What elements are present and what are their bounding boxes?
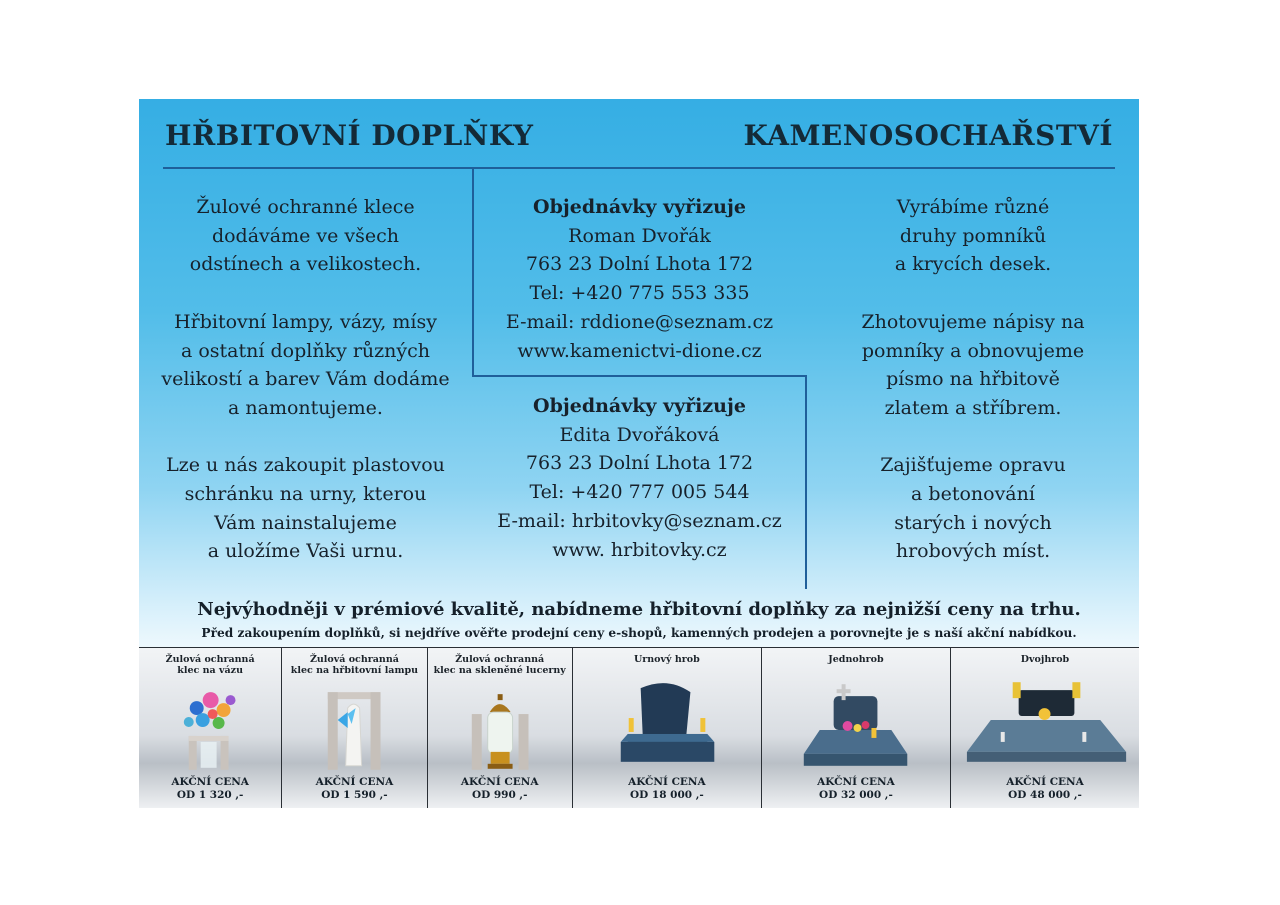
price-value: OD 48 000 ,- — [1008, 789, 1082, 801]
price-value: OD 1 590 ,- — [321, 789, 388, 801]
product-price — [139, 776, 281, 802]
contact-web: www. hrbitovky.cz — [552, 538, 727, 561]
text-line: odstínech a velikostech. — [189, 253, 422, 276]
product-single-grave — [761, 648, 950, 808]
text-line: druhy pomníků — [899, 224, 1047, 247]
text-line: starých i nových — [894, 511, 1052, 534]
accessories-description — [139, 193, 472, 566]
text-line: a betonování — [911, 483, 1035, 505]
price-value: OD 1 320 ,- — [176, 789, 244, 801]
text-line: Lze u nás zakoupit plastovou — [166, 454, 445, 477]
text-line: pomníky a obnovujeme — [861, 339, 1085, 362]
text-line: Vyrábíme různé — [896, 196, 1050, 218]
product-lamp-cage — [281, 648, 426, 808]
price-value: OD 990 ,- — [471, 789, 528, 801]
urn-grave-image — [573, 678, 761, 773]
product-name: Žulová ochranná klec na hřbitovní lampu — [290, 654, 419, 676]
contact-address: 763 23 Dolní Lhota 172 — [525, 253, 754, 276]
single-grave-image — [762, 678, 950, 773]
contact-email: E-mail: hrbitovky@seznam.cz — [497, 509, 782, 532]
text-line: Žulové ochranné klece — [196, 196, 415, 218]
price-value: OD 18 000 ,- — [629, 789, 704, 801]
product-strip — [139, 647, 1139, 808]
lamp-cage-image — [282, 678, 426, 773]
text-line: Hřbitovní lampy, vázy, mísy — [174, 310, 437, 333]
header-divider — [163, 167, 1115, 169]
double-grave-image — [951, 678, 1139, 773]
product-lantern-cage — [427, 648, 572, 808]
product-urn-grave — [572, 648, 761, 808]
product-price — [428, 776, 572, 802]
product-name: Žulová ochranná klec na skleněné lucerny — [433, 654, 566, 676]
text-line: Vám nainstalujeme — [214, 511, 397, 534]
text-line: a namontujeme. — [228, 396, 383, 419]
contact-heading: Objednávky vyřizuje — [533, 395, 746, 417]
price-label: AKČNÍ CENA — [315, 776, 394, 788]
contact-roman — [474, 193, 805, 365]
product-price — [282, 776, 426, 802]
product-price — [951, 776, 1139, 802]
slogan: Nejvýhodněji v prémiové kvalitě, nabídneme hřbitovní doplňky za nejnižší ceny na trhu. — [197, 599, 1081, 620]
product-name: Dvojhrob — [1020, 654, 1070, 665]
divider-horizontal-middle — [472, 375, 807, 377]
text-line: a krycích desek. — [894, 253, 1052, 276]
contact-edita — [474, 392, 805, 564]
text-line: Zajišťujeme opravu — [880, 454, 1066, 477]
subslogan: Před zakoupením doplňků, si nejdříve ověřte prodejní ceny e-shopů, kamenných prodejen a porovnejte je s naší akční nabídkou. — [201, 626, 1077, 640]
product-double-grave — [950, 648, 1139, 808]
product-name: Urnový hrob — [633, 654, 700, 665]
text-line: a uložíme Vaši urnu. — [207, 540, 404, 563]
contact-web: www.kamenictvi-dione.cz — [517, 339, 762, 362]
lantern-cage-image — [428, 678, 572, 773]
text-line: velikostí a barev Vám dodáme — [161, 368, 450, 391]
contact-address: 763 23 Dolní Lhota 172 — [525, 452, 754, 475]
product-price — [762, 776, 950, 802]
price-label: AKČNÍ CENA — [1006, 776, 1084, 788]
text-line: dodáváme ve všech — [211, 224, 400, 247]
vase-cage-image — [139, 678, 281, 773]
text-line: a ostatní doplňky různých — [180, 339, 431, 362]
text-line: hrobových míst. — [895, 540, 1051, 563]
price-label: AKČNÍ CENA — [171, 776, 249, 788]
price-value: OD 32 000 ,- — [819, 789, 893, 801]
text-line: schránku na urny, kterou — [184, 483, 427, 505]
contact-phone: Tel: +420 777 005 544 — [529, 481, 750, 504]
contact-email: E-mail: rddione@seznam.cz — [505, 310, 774, 333]
text-line: zlatem a stříbrem. — [884, 396, 1062, 419]
contact-name: Roman Dvořák — [568, 224, 711, 247]
contact-heading: Objednávky vyřizuje — [533, 196, 746, 218]
product-price — [573, 776, 761, 802]
flyer — [139, 99, 1139, 807]
contact-phone: Tel: +420 775 553 335 — [529, 282, 750, 305]
text-line: Zhotovujeme nápisy na — [861, 310, 1085, 333]
product-name: Jednohrob — [828, 654, 884, 665]
price-label: AKČNÍ CENA — [817, 776, 895, 788]
stonemason-description — [807, 193, 1139, 566]
title-kamenosocharstvi: KAMENOSOCHAŘSTVÍ — [743, 119, 1113, 152]
price-label: AKČNÍ CENA — [628, 776, 706, 788]
contact-name: Edita Dvořáková — [559, 423, 720, 446]
product-vase-cage — [139, 648, 281, 808]
text-line: písmo na hřbitově — [886, 368, 1060, 391]
product-name: Žulová ochranná klec na vázu — [165, 654, 255, 676]
title-hrbitovni-doplnky: HŘBITOVNÍ DOPLŇKY — [165, 119, 534, 152]
price-label: AKČNÍ CENA — [460, 776, 539, 788]
